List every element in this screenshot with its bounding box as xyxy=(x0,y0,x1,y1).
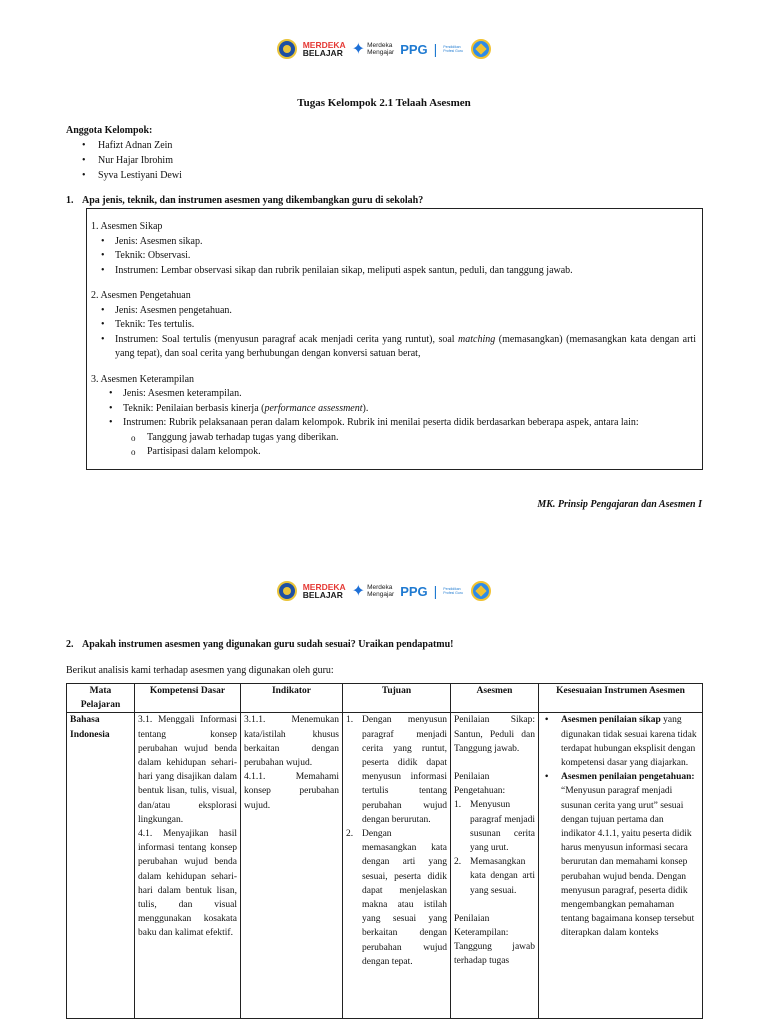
answer-box-1 xyxy=(86,208,703,470)
member-item: • Hafizt Adnan Zein xyxy=(98,138,182,153)
bullet-instrumen: • Instrumen: Rubrik pelaksanaan peran dalam kelompok. Rubrik ini menilai peserta didik berdasarkan beberapa aspek, antara lain: xyxy=(123,416,696,431)
merdeka-mengajar-mark-icon: ✦ xyxy=(351,41,366,58)
bullet-teknik: • Teknik: Observasi. xyxy=(115,249,696,264)
header-logos xyxy=(0,36,768,62)
merdeka-mengajar-logo: ✦ Merdeka Mengajar xyxy=(351,41,395,58)
kemdikbud-emblem-icon xyxy=(277,39,297,59)
logo-divider: | xyxy=(433,41,438,57)
sub-bullet: o Tanggung jawab terhadap tugas yang diberikan. xyxy=(147,431,696,446)
ppg-logo: PPG xyxy=(400,41,428,57)
list-item: 2. Dengan memasangkan kata dengan arti yang sesuai, peserta didik dapat menjelaskan makna atau istilah yang sesuai yang berkaitan dengan perubahan wujud dengan tepat. xyxy=(346,829,447,967)
group-members xyxy=(66,123,182,183)
section-heading: 2. Asesmen Pengetahuan xyxy=(91,290,191,301)
bullet-instrumen: • Instrumen: Soal tertulis (menyusun paragraf acak menjadi cerita yang runtut), soal matching (memasangkan) (memasangkan kata dengan arti yang tepat), dan soal cerita yang berhubungan dengan konversi satuan berat, xyxy=(115,333,696,362)
section-sikap xyxy=(91,220,696,278)
header-tujuan: Tujuan xyxy=(343,684,451,713)
bullet-teknik: • Teknik: Tes tertulis. xyxy=(115,318,696,333)
ppg-subtitle: Pendidikan Profesi Guru xyxy=(443,45,463,53)
members-label: Anggota Kelompok: xyxy=(66,125,153,136)
analysis-table xyxy=(66,683,703,1019)
cell-mapel: Bahasa Indonesia xyxy=(67,713,135,1019)
table-header-row xyxy=(67,684,703,713)
bullet-instrumen: • Instrumen: Lembar observasi sikap dan rubrik penilaian sikap, meliputi aspek santun, peduli, dan tanggung jawab. xyxy=(115,264,696,279)
bullet-jenis: • Jenis: Asesmen keterampilan. xyxy=(123,387,696,402)
cell-tujuan xyxy=(343,713,451,1019)
cell-indikator: 3.1.1. Menemukan kata/istilah khusus berkaitan dengan perubahan wujud. 4.1.1. Memahami konsep perubahan wujud. xyxy=(241,713,343,1019)
header-kesesuaian: Kesesuaian Instrumen Asesmen xyxy=(539,684,703,713)
list-item: 2. Memasangkan kata dengan arti yang sesuai. xyxy=(454,857,535,896)
header-kompetensi-dasar: Kompetensi Dasar xyxy=(135,684,241,713)
kemdikbud-emblem-icon xyxy=(277,581,297,601)
header-indikator: Indikator xyxy=(241,684,343,713)
cell-kesesuaian xyxy=(539,713,703,1019)
university-emblem-icon xyxy=(471,39,491,59)
section-pengetahuan xyxy=(91,289,696,362)
question-1: 1. Apa jenis, teknik, dan instrumen asesmen yang dikembangkan guru di sekolah? xyxy=(66,195,424,206)
member-item: • Nur Hajar Ibrohim xyxy=(98,153,182,168)
section-keterampilan xyxy=(91,373,696,460)
logo-divider: | xyxy=(433,583,438,599)
merdeka-belajar-logo: MERDEKA BELAJAR xyxy=(302,582,346,600)
cell-asesmen: Penilaian Sikap: Santun, Peduli dan Tanggung jawab. Penilaian Pengetahuan: 1. Menyusun paragraf menjadi susunan cerita yang urut. 2. Memasangkan kata dengan arti yang sesuai. Penilaian Keterampilan: Tanggung jawab terhadap tugas xyxy=(451,713,539,1019)
course-footer: MK. Prinsip Pengajaran dan Asesmen I xyxy=(537,499,702,510)
bullet-jenis: • Jenis: Asesmen sikap. xyxy=(115,235,696,250)
sub-bullet: o Partisipasi dalam kelompok. xyxy=(147,445,696,460)
list-item: 1. Menyusun paragraf menjadi susunan cerita yang urut. xyxy=(454,800,535,854)
analysis-intro: Berikut analisis kami terhadap asesmen yang digunakan oleh guru: xyxy=(66,665,334,676)
merdeka-belajar-logo: MERDEKA BELAJAR xyxy=(302,40,346,58)
bullet-jenis: • Jenis: Asesmen pengetahuan. xyxy=(115,304,696,319)
ppg-subtitle: Pendidikan Profesi Guru xyxy=(443,587,463,595)
bullet-teknik: • Teknik: Penilaian berbasis kinerja (performance assessment). xyxy=(123,402,696,417)
university-emblem-icon xyxy=(471,581,491,601)
list-item: • Asesmen penilaian sikap yang digunakan tidak sesuai karena tidak terdapat hubungan eksplisit dengan kompetensi dasar yang diajarkan. xyxy=(561,713,699,770)
ppg-logo: PPG xyxy=(400,583,428,599)
question-2: 2. Apakah instrumen asesmen yang digunakan guru sudah sesuai? Uraikan pendapatmu! xyxy=(66,639,454,650)
header-mapel: Mata Pelajaran xyxy=(67,684,135,713)
section-heading: 1. Asesmen Sikap xyxy=(91,221,163,232)
merdeka-mengajar-logo: ✦ Merdeka Mengajar xyxy=(351,583,395,600)
section-heading: 3. Asesmen Keterampilan xyxy=(91,373,195,385)
header-asesmen: Asesmen xyxy=(451,684,539,713)
table-row xyxy=(67,713,703,1019)
list-item: 1. Dengan menyusun paragraf menjadi cerita yang runtut, peserta didik dapat menyusun informasi tertulis tentang perubahan wujud dengan berurutan. xyxy=(346,715,447,825)
header-logos-page-2 xyxy=(0,578,768,604)
cell-kompetensi-dasar: 3.1. Menggali Informasi tentang konsep perubahan wujud benda dalam kehidupan sehari-hari yang disajikan dalam bentuk lisan, tulis, visual, dan/atau eksplorasi lingkungan. 4.1. Menyajikan hasil informasi tentang konsep perubahan wujud benda dalam kehidupan sehari-hari dalam bentuk lisan, tulis, dan visual menggunakan kosakata baku dan kalimat efektif. xyxy=(135,713,241,1019)
members-list xyxy=(66,138,182,183)
list-item: • Asesmen penilaian pengetahuan: “Menyusun paragraf menjadi susunan cerita yang urut” sesuai dengan tujuan pertama dan indikator 4.1.1, yaitu peserta didik harus menyusun informasi secara berurutan dan memahami konsep perubahan wujud benda. Dengan menyusun paragraf, peserta didik mengembangkan pemahaman tentang bagaimana konsep tersebut diterapkan dalam konteks xyxy=(561,770,699,940)
member-item: • Syva Lestiyani Dewi xyxy=(98,168,182,183)
document-title: Tugas Kelompok 2.1 Telaah Asesmen xyxy=(297,97,471,109)
merdeka-mengajar-mark-icon: ✦ xyxy=(351,583,366,600)
